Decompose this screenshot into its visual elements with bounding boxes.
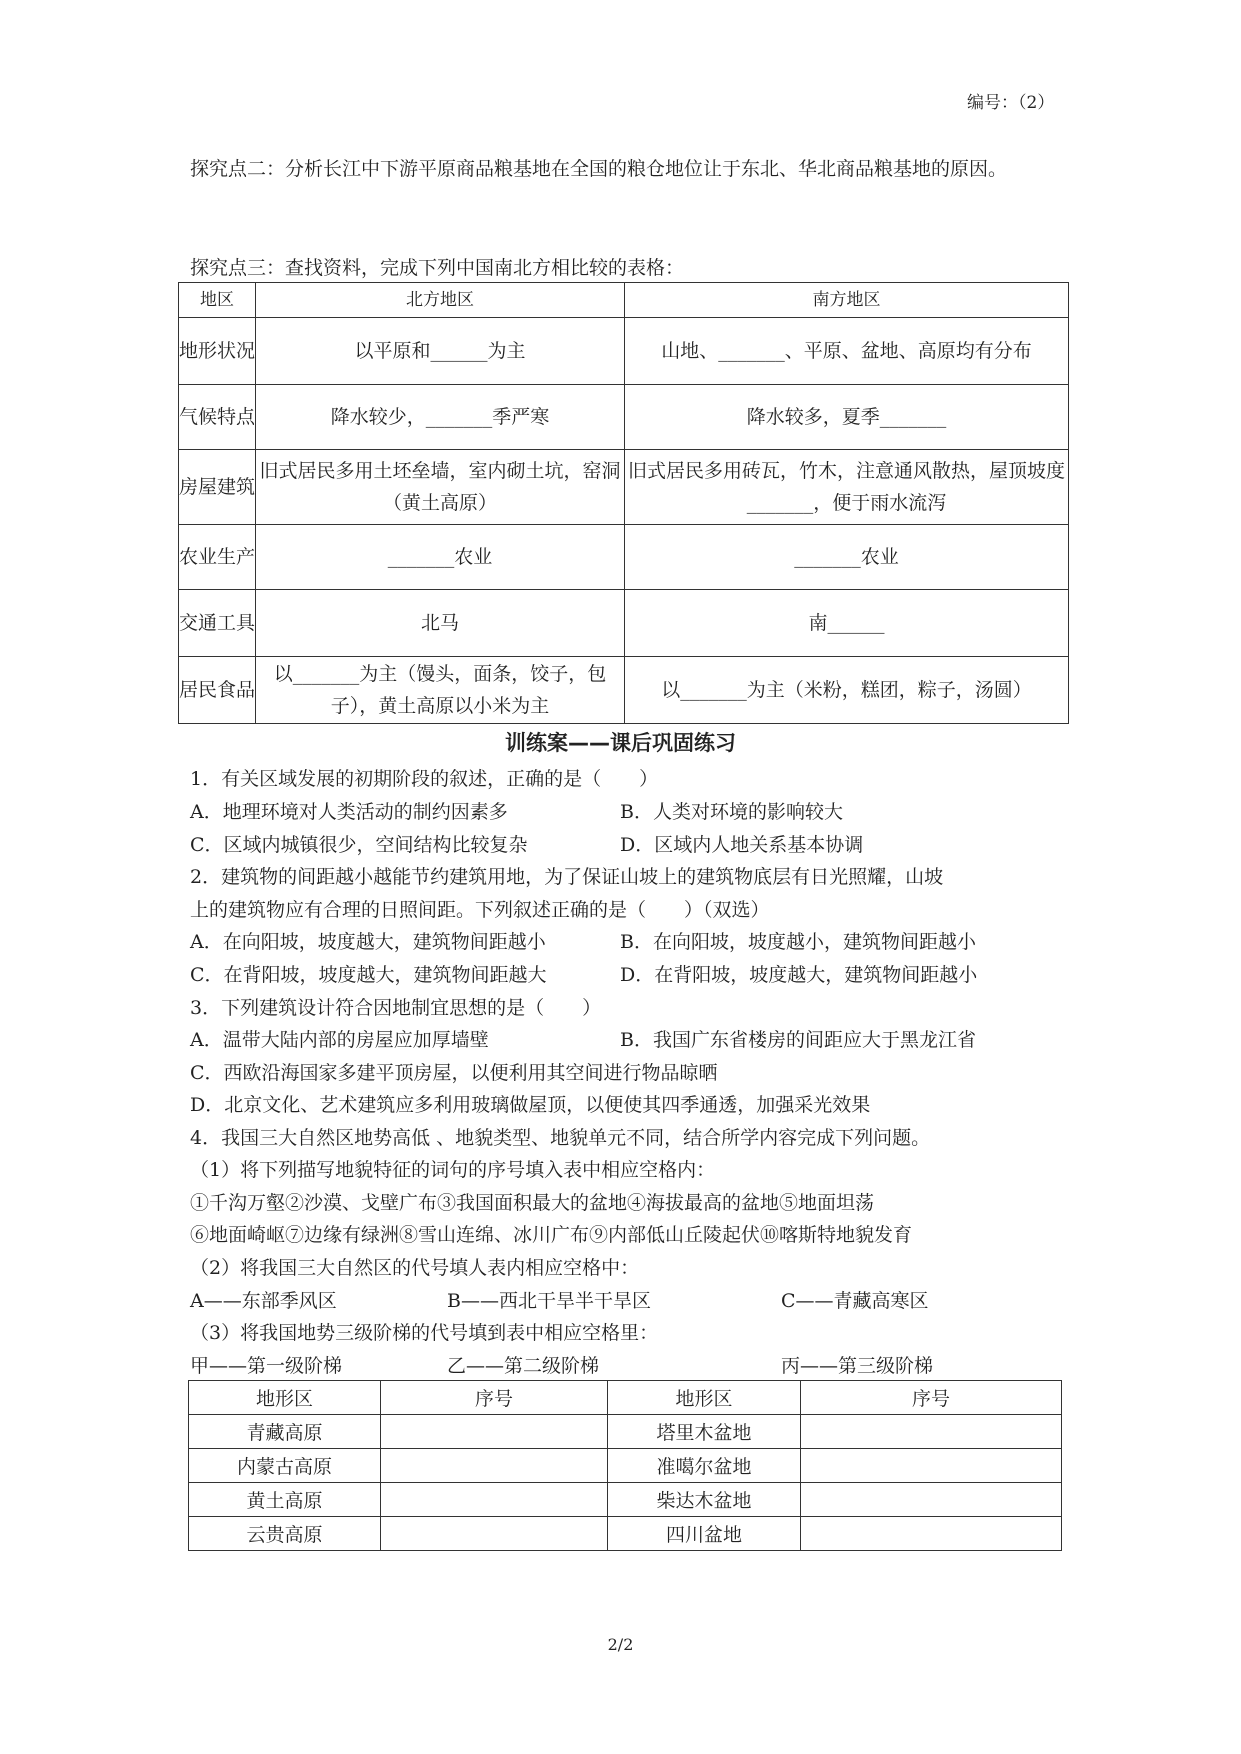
answer-cell[interactable] (801, 1449, 1062, 1483)
question-1-option-a: A．地理环境对人类活动的制约因素多 (190, 801, 508, 823)
table-row (179, 590, 1069, 657)
step-code-bing: 丙——第三级阶梯 (781, 1355, 934, 1377)
question-3-option-d: D．北京文化、艺术建筑应多利用玻璃做屋顶，以便使其四季通透，加强采光效果 (190, 1094, 871, 1116)
answer-cell[interactable] (801, 1415, 1062, 1449)
question-3-option-c: C．西欧沿海国家多建平顶房屋，以便利用其空间进行物品晾晒 (190, 1062, 718, 1084)
inquiry-point-3: 探究点三：查找资料，完成下列中国南北方相比较的表格： (190, 257, 685, 279)
north-cell: 降水较少，_______季严寒 (256, 385, 625, 450)
region-code-b: B——西北干旱半干旱区 (447, 1290, 651, 1312)
table-row (179, 657, 1069, 724)
terrain-name: 内蒙古高原 (189, 1449, 381, 1483)
table-row (189, 1415, 1062, 1449)
answer-cell[interactable] (381, 1449, 608, 1483)
question-2-option-d: D．在背阳坡，坡度越大，建筑物间距越小 (620, 964, 978, 986)
south-cell: 降水较多，夏季_______ (625, 385, 1069, 450)
question-2-option-b: B．在向阳坡，坡度越小，建筑物间距越小 (620, 931, 976, 953)
north-cell: _______农业 (256, 525, 625, 590)
table-header-row (189, 1381, 1062, 1415)
answer-cell[interactable] (381, 1517, 608, 1551)
south-cell: 南______ (625, 590, 1069, 657)
terrain-name: 青藏高原 (189, 1415, 381, 1449)
terrain-name: 准噶尔盆地 (608, 1449, 801, 1483)
region-code-a: A——东部季风区 (190, 1290, 337, 1312)
table-row (189, 1517, 1062, 1551)
question-1-option-c: C．区域内城镇很少，空间结构比较复杂 (190, 834, 528, 856)
north-cell: 北马 (256, 590, 625, 657)
answer-cell[interactable] (381, 1415, 608, 1449)
table-row (189, 1449, 1062, 1483)
table-row (179, 525, 1069, 590)
training-section-title: 训练案——课后巩固练习 (505, 731, 736, 755)
south-cell: 旧式居民多用砖瓦，竹木，注意通风散热，屋顶坡度_______，便于雨水流泻 (625, 450, 1069, 525)
question-4-part-1: （1）将下列描写地貌特征的词句的序号填入表中相应空格内： (190, 1159, 716, 1181)
region-code-c: C——青藏高寒区 (781, 1290, 929, 1312)
terrain-answer-table (188, 1380, 1062, 1551)
row-label: 气候特点 (179, 385, 256, 450)
question-2-stem-line-2: 上的建筑物应有合理的日照间距。下列叙述正确的是（ ）（双选） (190, 899, 770, 921)
row-label: 居民食品 (179, 657, 256, 724)
question-2-option-c: C．在背阳坡，坡度越大，建筑物间距越大 (190, 964, 547, 986)
question-3-option-b: B．我国广东省楼房的间距应大于黑龙江省 (620, 1029, 976, 1051)
landform-features-line-2: ⑥地面崎岖⑦边缘有绿洲⑧雪山连绵、冰川广布⑨内部低山丘陵起伏⑩喀斯特地貌发育 (190, 1224, 913, 1246)
header-number: 序号 (801, 1381, 1062, 1415)
question-2-stem-line-1: 2．建筑物的间距越小越能节约建筑用地，为了保证山坡上的建筑物底层有日光照耀，山坡 (190, 866, 944, 888)
question-4-part-3: （3）将我国地势三级阶梯的代号填到表中相应空格里： (190, 1322, 659, 1344)
table-row (189, 1483, 1062, 1517)
header-terrain: 地形区 (608, 1381, 801, 1415)
terrain-name: 塔里木盆地 (608, 1415, 801, 1449)
header-north: 北方地区 (256, 283, 625, 318)
step-code-jia: 甲——第一级阶梯 (190, 1355, 343, 1377)
question-3-option-a: A．温带大陆内部的房屋应加厚墙壁 (190, 1029, 489, 1051)
terrain-name: 四川盆地 (608, 1517, 801, 1551)
answer-cell[interactable] (801, 1483, 1062, 1517)
page-footer-number: 2/2 (607, 1635, 634, 1654)
row-label: 农业生产 (179, 525, 256, 590)
header-region: 地区 (179, 283, 256, 318)
header-terrain: 地形区 (189, 1381, 381, 1415)
table-header-row (179, 283, 1069, 318)
south-cell: _______农业 (625, 525, 1069, 590)
north-cell: 旧式居民多用土坯垒墙，室内砌土坑，窑洞（黄土高原） (256, 450, 625, 525)
terrain-name: 云贵高原 (189, 1517, 381, 1551)
south-cell: 以_______为主（米粉，糕团，粽子，汤圆） (625, 657, 1069, 724)
question-1-option-d: D．区域内人地关系基本协调 (620, 834, 864, 856)
question-4-part-2: （2）将我国三大自然区的代号填人表内相应空格中： (190, 1257, 640, 1279)
question-1-stem: 1．有关区域发展的初期阶段的叙述，正确的是（ ） (190, 768, 659, 790)
table-row (179, 318, 1069, 385)
terrain-name: 黄土高原 (189, 1483, 381, 1517)
row-label: 交通工具 (179, 590, 256, 657)
question-2-option-a: A．在向阳坡，坡度越大，建筑物间距越小 (190, 931, 546, 953)
south-cell: 山地、_______、平原、盆地、高原均有分布 (625, 318, 1069, 385)
row-label: 地形状况 (179, 318, 256, 385)
landform-features-line-1: ①千沟万壑②沙漠、戈壁广布③我国面积最大的盆地④海拔最高的盆地⑤地面坦荡 (190, 1192, 875, 1214)
north-cell: 以_______为主（馒头，面条，饺子，包子），黄土高原以小米为主 (256, 657, 625, 724)
north-south-comparison-table (178, 282, 1069, 724)
question-3-stem: 3．下列建筑设计符合因地制宜思想的是（ ） (190, 997, 602, 1019)
question-1-option-b: B．人类对环境的影响较大 (620, 801, 843, 823)
answer-cell[interactable] (801, 1517, 1062, 1551)
row-label: 房屋建筑 (179, 450, 256, 525)
table-row (179, 450, 1069, 525)
inquiry-point-2: 探究点二：分析长江中下游平原商品粮基地在全国的粮仓地位让于东北、华北商品粮基地的原因。 (190, 158, 1008, 180)
header-south: 南方地区 (625, 283, 1069, 318)
answer-cell[interactable] (381, 1483, 608, 1517)
terrain-name: 柴达木盆地 (608, 1483, 801, 1517)
north-cell: 以平原和______为主 (256, 318, 625, 385)
table-row (179, 385, 1069, 450)
question-4-stem: 4．我国三大自然区地势高低 、地貌类型、地貌单元不同，结合所学内容完成下列问题。 (190, 1127, 931, 1149)
step-code-yi: 乙——第二级阶梯 (447, 1355, 600, 1377)
document-number: 编号：（2） (967, 93, 1055, 113)
header-number: 序号 (381, 1381, 608, 1415)
